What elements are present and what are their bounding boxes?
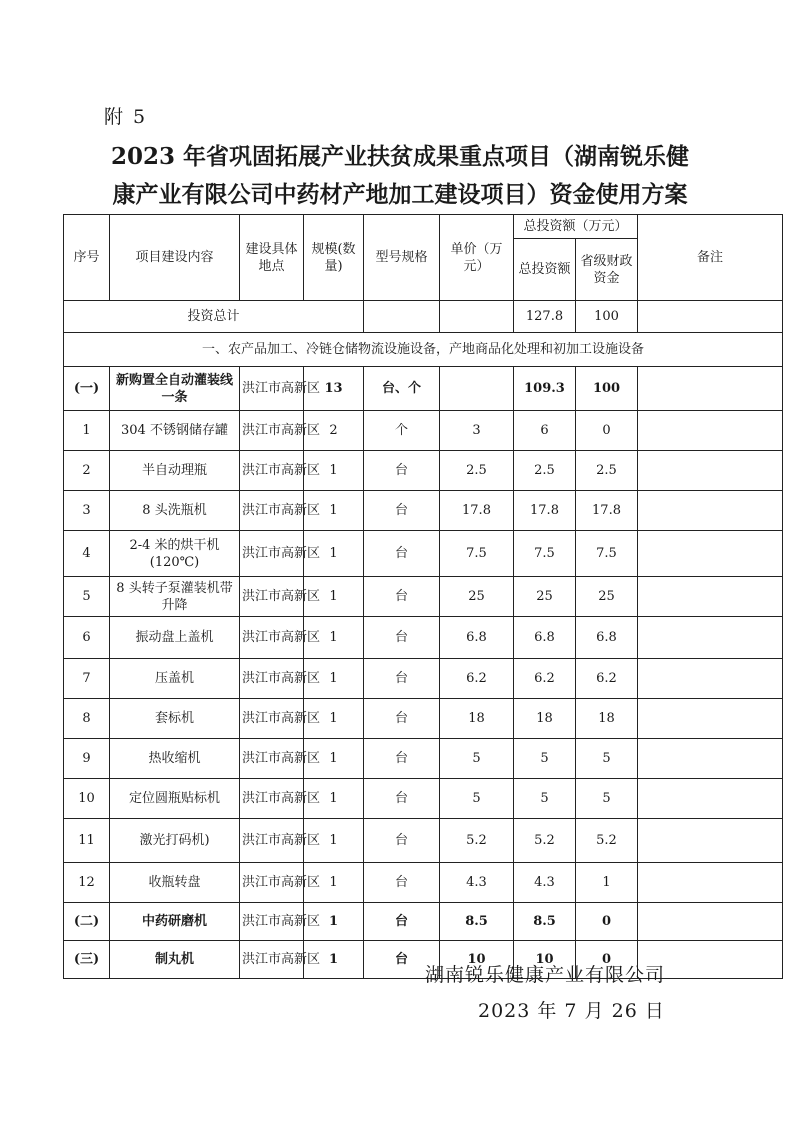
row-remark [638,411,783,451]
row-location: 洪江市高新区 [240,941,304,979]
row-total-investment: 17.8 [514,491,576,531]
table-row [64,531,783,577]
row-provincial-fund: 17.8 [576,491,638,531]
table-row [64,779,783,819]
row-provincial-fund: 100 [576,367,638,411]
row-content: 半自动理瓶 [110,451,240,491]
row-model: 台 [364,739,440,779]
row-model: 台 [364,779,440,819]
row-content: 定位圆瓶贴标机 [110,779,240,819]
row-unit-price [440,367,514,411]
row-model: 台 [364,863,440,903]
row-no: (一) [64,367,110,411]
row-unit-price: 2.5 [440,451,514,491]
title-line-1: 2023 年省巩固拓展产业扶贫成果重点项目（湖南锐乐健 [110,143,690,170]
table-row [64,451,783,491]
table-row [64,739,783,779]
row-model: 台 [364,491,440,531]
row-provincial-fund: 6.2 [576,659,638,699]
row-content: 新购置全自动灌装线一条 [110,367,240,411]
row-total-investment: 2.5 [514,451,576,491]
row-location: 洪江市高新区 [240,491,304,531]
row-total-investment: 18 [514,699,576,739]
row-unit-price: 6.8 [440,617,514,659]
header-remarks: 备注 [638,215,783,301]
appendix-label: 附 5 [104,106,148,128]
row-location: 洪江市高新区 [240,659,304,699]
row-remark [638,617,783,659]
row-content: 热收缩机 [110,739,240,779]
row-provincial-fund: 18 [576,699,638,739]
row-unit-price: 4.3 [440,863,514,903]
row-unit-price: 5.2 [440,819,514,863]
row-model: 台 [364,819,440,863]
row-unit-price: 25 [440,577,514,617]
row-unit-price: 6.2 [440,659,514,699]
row-remark [638,863,783,903]
header-investment-group: 总投资额（万元） [514,215,638,239]
header-total-investment: 总投资额 [514,239,576,301]
row-provincial-fund: 1 [576,863,638,903]
row-provincial-fund: 7.5 [576,531,638,577]
row-scale: 1 [304,699,364,739]
row-provincial-fund: 6.8 [576,617,638,659]
row-total-investment: 4.3 [514,863,576,903]
row-total-investment: 5 [514,779,576,819]
row-remark [638,451,783,491]
table-row [64,617,783,659]
row-no: 5 [64,577,110,617]
row-location: 洪江市高新区 [240,617,304,659]
row-no: (二) [64,903,110,941]
total-investment-value: 127.8 [514,301,576,333]
row-total-investment: 109.3 [514,367,576,411]
row-scale: 2 [304,411,364,451]
row-no: 6 [64,617,110,659]
table-row [64,819,783,863]
row-unit-price: 17.8 [440,491,514,531]
row-no: 10 [64,779,110,819]
row-provincial-fund: 0 [576,903,638,941]
row-remark [638,903,783,941]
row-content: 激光打码机) [110,819,240,863]
header-location: 建设具体地点 [240,215,304,301]
row-provincial-fund: 5 [576,739,638,779]
row-location: 洪江市高新区 [240,903,304,941]
fund-usage-table [63,214,783,979]
row-location: 洪江市高新区 [240,819,304,863]
row-remark [638,659,783,699]
row-scale: 1 [304,941,364,979]
row-no: 9 [64,739,110,779]
row-unit-price: 8.5 [440,903,514,941]
row-scale: 1 [304,819,364,863]
row-total-investment: 6 [514,411,576,451]
row-remark [638,367,783,411]
row-location: 洪江市高新区 [240,739,304,779]
title-line-2: 康产业有限公司中药材产地加工建设项目）资金使用方案 [112,181,688,208]
row-total-investment: 5 [514,739,576,779]
row-location: 洪江市高新区 [240,577,304,617]
row-total-investment: 25 [514,577,576,617]
row-remark [638,819,783,863]
table-row [64,577,783,617]
row-content: 304 不锈钢储存罐 [110,411,240,451]
row-unit-price: 18 [440,699,514,739]
row-no: 11 [64,819,110,863]
row-scale: 1 [304,659,364,699]
row-content: 套标机 [110,699,240,739]
row-scale: 1 [304,863,364,903]
row-model: 台 [364,659,440,699]
row-model: 个 [364,411,440,451]
row-content: 收瓶转盘 [110,863,240,903]
row-location: 洪江市高新区 [240,863,304,903]
header-content: 项目建设内容 [110,215,240,301]
signature-date: 2023 年 7 月 26 日 [478,1000,665,1022]
row-unit-price: 10 [440,941,514,979]
row-unit-price: 7.5 [440,531,514,577]
row-remark [638,739,783,779]
row-remark [638,779,783,819]
row-unit-price: 3 [440,411,514,451]
total-price-cell [440,301,514,333]
row-model: 台 [364,577,440,617]
row-scale: 1 [304,903,364,941]
row-model: 台 [364,941,440,979]
row-content: 2-4 米的烘干机(120℃) [110,531,240,577]
row-model: 台 [364,903,440,941]
row-provincial-fund: 0 [576,411,638,451]
row-unit-price: 5 [440,739,514,779]
row-content: 8 头转子泵灌装机带升降 [110,577,240,617]
row-scale: 1 [304,739,364,779]
row-scale: 13 [304,367,364,411]
header-model: 型号规格 [364,215,440,301]
row-remark [638,577,783,617]
row-content: 振动盘上盖机 [110,617,240,659]
row-content: 8 头洗瓶机 [110,491,240,531]
row-provincial-fund: 0 [576,941,638,979]
row-content: 中药研磨机 [110,903,240,941]
row-total-investment: 10 [514,941,576,979]
section-title: 一、农产品加工、冷链仓储物流设施设备，产地商品化处理和初加工设施设备 [64,333,783,367]
row-location: 洪江市高新区 [240,531,304,577]
row-scale: 1 [304,577,364,617]
row-model: 台 [364,699,440,739]
header-provincial-fund: 省级财政资金 [576,239,638,301]
row-no: 7 [64,659,110,699]
table-row [64,367,783,411]
row-content: 制丸机 [110,941,240,979]
row-location: 洪江市高新区 [240,451,304,491]
row-scale: 1 [304,451,364,491]
row-total-investment: 6.8 [514,617,576,659]
row-location: 洪江市高新区 [240,367,304,411]
row-total-investment: 8.5 [514,903,576,941]
row-no: 4 [64,531,110,577]
row-model: 台 [364,531,440,577]
row-provincial-fund: 5.2 [576,819,638,863]
section-row [64,333,783,367]
row-provincial-fund: 2.5 [576,451,638,491]
row-model: 台 [364,617,440,659]
total-model-cell [364,301,440,333]
row-location: 洪江市高新区 [240,699,304,739]
row-scale: 1 [304,617,364,659]
row-no: 12 [64,863,110,903]
table-row [64,491,783,531]
row-no: 3 [64,491,110,531]
row-no: (三) [64,941,110,979]
row-remark [638,491,783,531]
header-row [64,215,783,239]
row-no: 8 [64,699,110,739]
table-row [64,941,783,979]
table-row [64,699,783,739]
row-total-investment: 6.2 [514,659,576,699]
row-total-investment: 7.5 [514,531,576,577]
table-row [64,659,783,699]
row-provincial-fund: 25 [576,577,638,617]
row-scale: 1 [304,779,364,819]
row-model: 台 [364,451,440,491]
row-scale: 1 [304,491,364,531]
row-location: 洪江市高新区 [240,411,304,451]
row-no: 1 [64,411,110,451]
company-signature: 湖南锐乐健康产业有限公司 [425,964,666,986]
row-content: 压盖机 [110,659,240,699]
row-unit-price: 5 [440,779,514,819]
row-location: 洪江市高新区 [240,779,304,819]
header-unit-price: 单价（万元） [440,215,514,301]
total-label: 投资总计 [64,301,364,333]
row-remark [638,699,783,739]
document-title [80,138,720,214]
row-model: 台、个 [364,367,440,411]
row-provincial-fund: 5 [576,779,638,819]
table-row [64,863,783,903]
total-row [64,301,783,333]
total-provincial-value: 100 [576,301,638,333]
table-row [64,411,783,451]
row-total-investment: 5.2 [514,819,576,863]
table-row [64,903,783,941]
row-scale: 1 [304,531,364,577]
row-no: 2 [64,451,110,491]
total-remark-cell [638,301,783,333]
header-scale: 规模(数量) [304,215,364,301]
row-remark [638,531,783,577]
header-no: 序号 [64,215,110,301]
